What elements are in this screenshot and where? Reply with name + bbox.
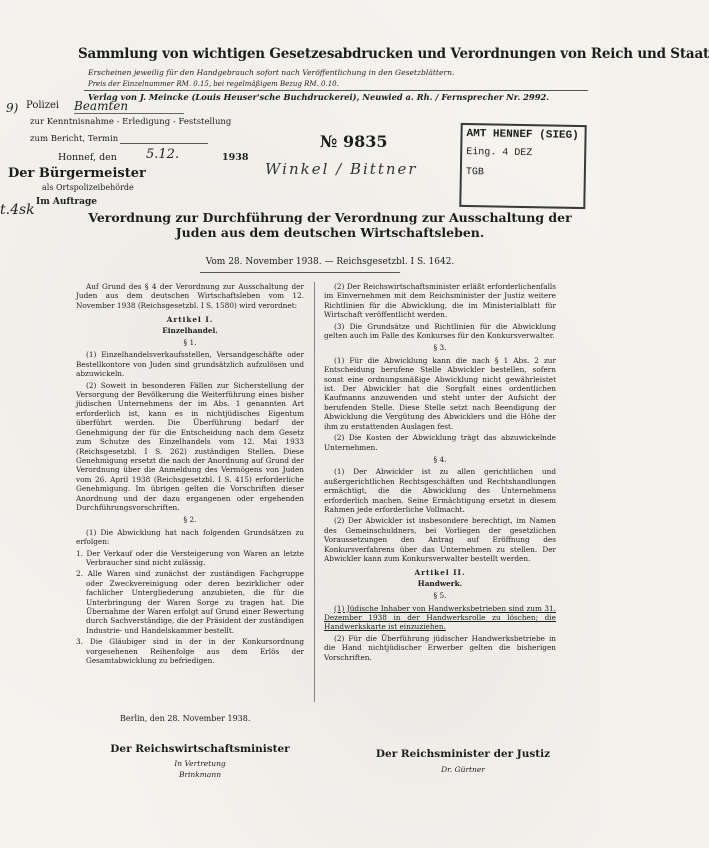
- paragraph-1-2: (2) Soweit in besonderen Fällen zur Sicherstellung der Versorgung der Bevölkerung die Weiterführung eines bisher jüdischen Unternehmens der im Abs. 1 genannten Art erforderlich ist, kann es in nichtjüdisches Eigentum überführt werden. Die Überführung bedarf der Genehmigung der für die Entscheidung nach dem Gesetz zum Schutze des Einzelhandels vom 12. Mai 1933 (Reichsgesetzbl. I S. 262) zuständigen Stellen. Diese Genehmigung ersetzt die nach der Anordnung auf Grund der Verordnung über die Anmeldung des Vermögens von Juden vom 26. April 1938 (Reichsgesetzbl. I S. 415) erforderliche Genehmigung. Im übrigen gelten die Vorschriften dieser Anordnung und der dazu ergangenen oder ergehenden Durchführungsvorschriften.: [76, 380, 304, 512]
- form-year: 1938: [222, 152, 249, 163]
- paragraph-4-heading: § 4.: [433, 454, 447, 464]
- signature-left-name: Brinkmann: [178, 770, 222, 779]
- paragraph-1-heading: § 1.: [183, 338, 197, 348]
- form-polizei-handwritten: Beamten: [74, 99, 184, 114]
- paragraph-1-1: (1) Einzelhandelsverkaufsstellen, Versandgeschäfte oder Bestellkontore von Juden sind grundsätzlich aufzulösen und abzuwickeln.: [76, 350, 304, 379]
- paragraph-3-heading: § 3.: [433, 343, 447, 353]
- header-subtitle: Erscheinen jeweilig für den Handgebrauch sofort nach Veröffentlichung in den Gesetzblättern.: [88, 68, 455, 77]
- form-buergermeister: Der Bürgermeister: [8, 166, 146, 181]
- paragraph-5-heading: § 5.: [433, 591, 447, 601]
- column-divider: [314, 282, 315, 702]
- header-verlag: Verlag von J. Meincke (Louis Heuser'sche Buchdruckerei), Neuwied a. Rh. / Fernsprecher Nr. 2992.: [88, 92, 550, 102]
- stamp-tgb: TGB: [465, 167, 484, 179]
- paragraph-2-heading: § 2.: [183, 515, 197, 525]
- title-divider: [200, 272, 400, 273]
- left-column: [76, 282, 304, 667]
- signature-right-name: Dr. Gürtner: [441, 765, 485, 774]
- intro-paragraph: Auf Grund des § 4 der Verordnung zur Ausschaltung der Juden aus dem deutschen Wirtschaftsleben vom 12. November 1938 (Reichsgesetzbl. I S. 1580) wird verordnet:: [76, 282, 304, 310]
- document-number: № 9835: [320, 132, 388, 151]
- paragraph-3-2: (2) Die Kosten der Abwicklung trägt das abzuwickelnde Unternehmen.: [324, 433, 556, 452]
- list-item-1: 1. Der Verkauf oder die Versteigerung von Waren an letzte Verbraucher sind nicht zulässig.: [76, 548, 304, 567]
- form-date-handwritten: 5.12.: [146, 147, 180, 162]
- document-title: Verordnung zur Durchführung der Verordnung zur Ausschaltung der Juden aus dem deutschen Wirtschaftsleben.: [88, 210, 572, 240]
- form-polizei-label: Polizei: [26, 100, 60, 111]
- paragraph-5-2: (2) Für die Überführung jüdischer Handwerksbetriebe in die Hand nichtjüdischer Erwerber gelten die bisherigen Vorschriften.: [324, 633, 556, 662]
- header-title: Sammlung von wichtigen Gesetzesabdrucken und Verordnungen von Reich und Staat: [78, 46, 709, 62]
- form-termin-line: [120, 143, 208, 144]
- article-2-title: Handwerk.: [417, 578, 463, 588]
- header-divider: [84, 90, 588, 91]
- article-1-title: Einzelhandel.: [162, 325, 218, 335]
- document-date-line: Vom 28. November 1938. — Reichsgesetzbl. I S. 1642.: [205, 257, 455, 267]
- form-bericht-termin: zum Bericht, Termin: [30, 134, 119, 144]
- list-item-2: 2. Alle Waren sind zunächst der zuständigen Fachgruppe oder Zweckvereinigung oder deren bezirklicher oder fachlicher Untergliederung anzubieten, die für die Unterbringung der Waren Sorge zu tragen hat. Die Übernahme der Waren erfolgt auf Grund einer Bewertung durch Sachverständige, die der Präsident der zuständigen Industrie- und Handelskammer bestellt.: [76, 569, 304, 635]
- stamp-title: AMT HENNEF (SIEG): [466, 128, 579, 142]
- margin-handwritten-note: t.4sk: [0, 202, 35, 218]
- form-ort: Honnef, den: [58, 152, 117, 163]
- form-ortspolizei: als Ortspolizeibehörde: [42, 183, 134, 192]
- header-price: Preis der Einzelnummer RM. 0.15, bei regelmäßigem Bezug RM. 0.10.: [88, 80, 339, 88]
- handwritten-signature: Winkel / Bittner: [265, 160, 418, 178]
- paragraph-2-2: (2) Der Reichswirtschaftsminister erläßt erforderlichenfalls im Einvernehmen mit dem Reichsminister der Justiz weitere Richtlinien für die Abwicklung, die im Ministerialblatt für Wirtschaft veröffentlicht werden.: [324, 282, 556, 320]
- paragraph-5-1: (1) Jüdische Inhaber von Handwerksbetrieben sind zum 31. Dezember 1938 in der Handwerksrolle zu löschen; die Handwerkskarte ist einzuziehen.: [324, 603, 556, 632]
- list-item-3: 3. Die Gläubiger sind in der in der Konkursordnung vorgesehenen Reihenfolge aus dem Erlös der Gesamtabwicklung zu befriedigen.: [76, 637, 304, 666]
- form-number: 9): [6, 101, 19, 115]
- right-column: [324, 282, 556, 664]
- form-kenntnis: zur Kenntnisnahme - Erledigung - Feststellung: [30, 117, 232, 127]
- paragraph-4-2: (2) Der Abwickler ist insbesondere berechtigt, im Namen des Gemeinschuldners, bei Vorliegen der gesetzlichen Voraussetzungen den Antrag auf Eröffnung des Konkursverfahrens über das Unternehmen zu stellen. Der Abwickler kann zum Konkursverwalter bestellt werden.: [324, 516, 556, 563]
- paragraph-4-1: (1) Der Abwickler ist zu allen gerichtlichen und außergerichtlichen Rechtsgeschäften und Rechtshandlungen ermächtigt, die die Abwicklung des Unternehmens erforderlich machen. Seine Ermächtigung ersetzt in diesem Rahmen jede erforderliche Vollmacht.: [324, 467, 556, 514]
- berlin-date: Berlin, den 28. November 1938.: [120, 714, 251, 723]
- paragraph-3-1: (1) Für die Abwicklung kann die nach § 1 Abs. 2 zur Entscheidung berufene Stelle Abwickler bestellen, sofern sonst eine ordnungsmäßige Abwicklung nicht gewährleistet ist. Der Abwickler hat die Sorgfalt eines ordentlichen Kaufmanns anzuwenden und steht unter der Aufsicht der berufenden Stelle. Diese Stelle setzt nach Beendigung der Abwicklung die Vergütung des Abwicklers und die Höhe der ihm zu erstattenden Auslagen fest.: [324, 355, 556, 431]
- stamp-eing: Eing. 4 DEZ: [466, 147, 533, 160]
- signature-left-sub: In Vertretung: [174, 759, 226, 768]
- signature-right-title: Der Reichsminister der Justiz: [375, 748, 551, 760]
- paragraph-2-1: (1) Die Abwicklung hat nach folgenden Grundsätzen zu erfolgen:: [76, 527, 304, 547]
- article-2-heading: Artikel II.: [414, 568, 466, 578]
- form-auftrage: Im Auftrage: [36, 197, 98, 207]
- signature-left-title: Der Reichswirtschaftsminister: [110, 743, 290, 755]
- amt-hennef-stamp: [459, 123, 586, 209]
- article-1-heading: Artikel I.: [166, 315, 214, 325]
- paragraph-2-3: (3) Die Grundsätze und Richtlinien für die Abwicklung gelten auch im Falle des Konkurses für den Konkursverwalter.: [324, 321, 556, 341]
